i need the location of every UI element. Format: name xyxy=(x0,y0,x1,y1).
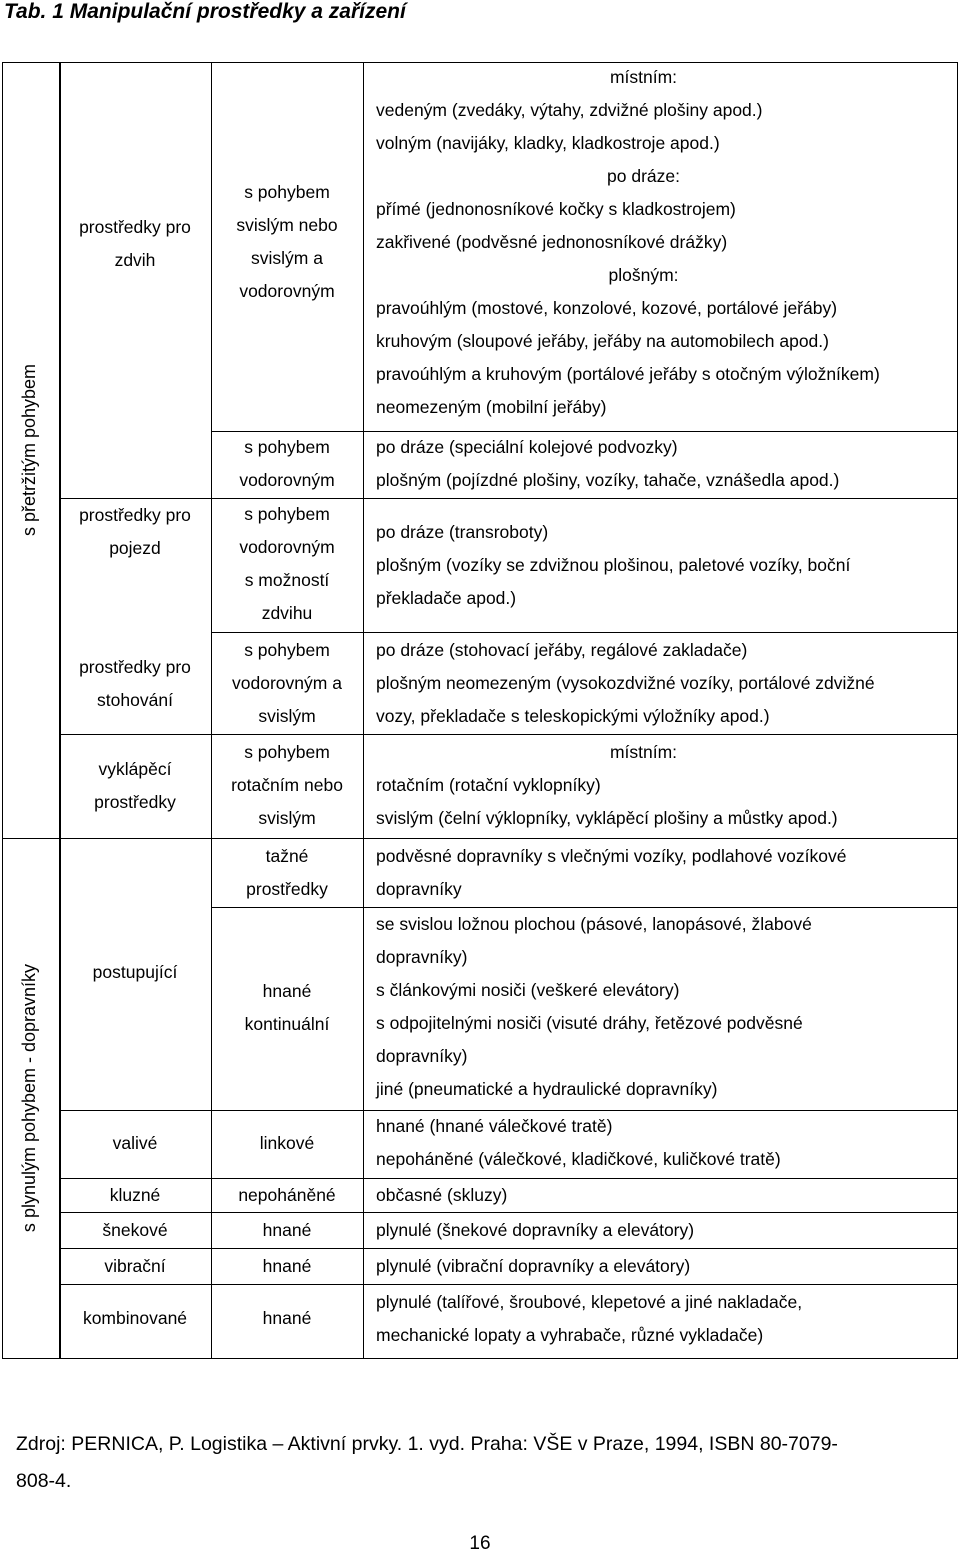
motion-towed: tažné prostředky xyxy=(246,846,328,899)
category-advancing: postupující xyxy=(92,962,178,982)
motion-combined: hnané xyxy=(262,1308,312,1328)
motion-travel: s pohybem vodorovným xyxy=(239,437,335,490)
category-combined: kombinované xyxy=(82,1308,188,1328)
page-number: 16 xyxy=(469,1533,491,1554)
source-note: Zdroj: PERNICA, P. Logistika – Aktivní prvky. 1. vyd. Praha: VŠE v Praze, 1994, ISBN 80-7079- 808-4. xyxy=(16,1433,838,1492)
details-stacking: po dráze (stohovací jeřáby, regálové zakladače) plošným neomezeným (vysokozdvižné vozíky, portálové zdvižné vozy, překladače s teleskopickými výložníky apod.) xyxy=(376,640,875,726)
category-vibration: vibrační xyxy=(104,1256,166,1276)
category-lift: prostředky pro zdvih xyxy=(79,217,191,270)
details-screw: plynulé (šnekové dopravníky a elevátory) xyxy=(376,1220,695,1240)
category-sliding: kluzné xyxy=(109,1185,161,1205)
motion-stacking: s pohybem vodorovným a svislým xyxy=(232,640,342,726)
category-travel: prostředky pro pojezd xyxy=(79,505,191,558)
motion-screw: hnané xyxy=(262,1220,312,1240)
category-rolling: valivé xyxy=(112,1133,158,1153)
details-lift: místním: vedeným (zvedáky, výtahy, zdvižné plošiny apod.) volným (navijáky, kladky, kladkostroje apod.) po dráze: přímé (jednonosníkové kočky s kladkostrojem) zakřivené (podvěsné jednonosníkové drážky) plošným: pravoúhlým (mostové, konzolové, kozové, portálové jeřáby) kruhovým (sloupové jeřáby, jeřáby na automobilech apod.) pravoúhlým a kruhovým (portálové jeřáby s otočným výložníkem) neomezeným (mobilní jeřáby) xyxy=(376,67,880,417)
details-combined: plynulé (talířové, šroubové, klepetové a jiné nakladače, mechanické lopaty a vyhrabače, různé vykladače) xyxy=(376,1292,803,1345)
motion-driven-continuous: hnané kontinuální xyxy=(244,981,330,1034)
motion-vibration: hnané xyxy=(262,1256,312,1276)
motion-lift: s pohybem svislým nebo svislým a vodorovným xyxy=(236,182,338,301)
details-sliding: občasné (skluzy) xyxy=(376,1185,508,1205)
motion-tipping: s pohybem rotačním nebo svislým xyxy=(231,742,343,828)
details-travel: po dráze (speciální kolejové podvozky) plošným (pojízdné plošiny, vozíky, tahače, vznášedla apod.) xyxy=(376,437,840,490)
motion-sliding: nepoháněné xyxy=(238,1185,336,1205)
side-label-interrupted: s přetržitým pohybem xyxy=(19,363,39,537)
details-driven-continuous: se svislou ložnou plochou (pásové, lanopásové, žlabové dopravníky) s článkovými nosiči (veškeré elevátory) s odpojitelnými nosiči (visuté dráhy, řetězové podvěsné dopravníky) jiné (pneumatické a hydraulické dopravníky) xyxy=(376,914,812,1099)
details-tipping: místním: rotačním (rotační vyklopníky) svislým (čelní výklopníky, vyklápěcí plošiny a můstky apod.) xyxy=(376,742,838,828)
details-rolling: hnané (hnané válečkové tratě) nepoháněné (válečkové, kladičkové, kuličkové tratě) xyxy=(376,1116,781,1169)
side-label-continuous: s plynulým pohybem - dopravníky xyxy=(19,963,39,1233)
details-towed: podvěsné dopravníky s vlečnými vozíky, podlahové vozíkové dopravníky xyxy=(376,846,847,899)
motion-travel-lift: s pohybem vodorovným s možností zdvihu xyxy=(239,504,335,623)
category-screw: šnekové xyxy=(102,1220,168,1240)
motion-line: linkové xyxy=(259,1133,315,1153)
category-tipping: vyklápěcí prostředky xyxy=(94,759,176,812)
details-vibration: plynulé (vibrační dopravníky a elevátory) xyxy=(376,1256,691,1276)
table-title: Tab. 1 Manipulační prostředky a zařízení xyxy=(4,0,406,23)
category-stacking: prostředky pro stohování xyxy=(79,657,191,710)
details-travel-lift: po dráze (transroboty) plošným (vozíky se zdvižnou plošinou, paletové vozíky, boční překladače apod.) xyxy=(376,522,851,608)
